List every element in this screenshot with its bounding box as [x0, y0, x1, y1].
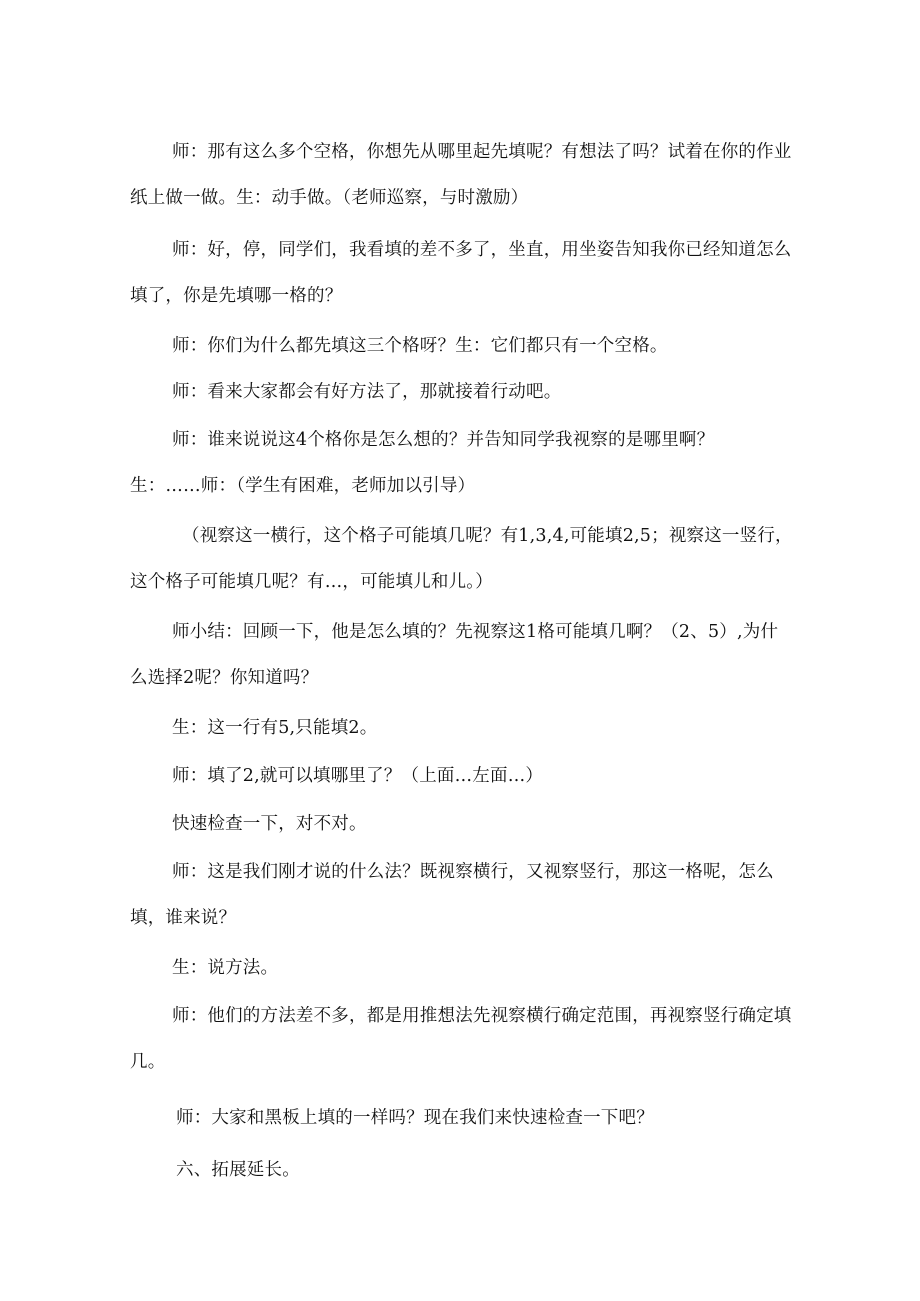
paragraph-line: 这个格子可能填几呢？有…，可能填儿和儿。）: [130, 572, 493, 592]
paragraph-line: 生：……师：（学生有困难，老师加以引导）: [130, 476, 476, 496]
paragraph-line: 师：那有这么多个空格，你想先从哪里起先填呢？有想法了吗？试着在你的作业: [172, 142, 792, 162]
paragraph-line: 师：填了2,就可以填哪里了？（上面…左面…）: [172, 766, 544, 786]
paragraph-line: （视察这一横行，这个格子可能填几呢？有1,3,4,可能填2,5；视察这一竖行，: [182, 526, 793, 546]
paragraph-line: 生：说方法。: [172, 958, 279, 978]
paragraph-line: 生：这一行有5,只能填2。: [172, 718, 378, 738]
paragraph-line: 师：你们为什么都先填这三个格呀？生：它们都只有一个空格。: [172, 336, 668, 356]
paragraph-line: 师：看来大家都会有好方法了，那就接着行动吧。: [172, 382, 562, 402]
paragraph-line: 师：谁来说说这4个格你是怎么想的？并告知同学我视察的是哪里啊？: [172, 430, 715, 450]
paragraph-line: 师小结：回顾一下，他是怎么填的？先视察这1格可能填几啊？（2、5）,为什: [172, 622, 779, 642]
paragraph-line: 师：这是我们刚才说的什么法？既视察横行，又视察竖行，那这一格呢，怎么: [172, 862, 774, 882]
paragraph-line: 快速检查一下，对不对。: [172, 814, 367, 834]
paragraph-line: 师：好，停，同学们，我看填的差不多了，坐直，用坐姿告知我你已经知道怎么: [172, 240, 792, 260]
paragraph-line: 填了，你是先填哪一格的？: [130, 286, 343, 306]
section-heading: 六、拓展延长。: [176, 1160, 300, 1180]
paragraph-line: 师：大家和黑板上填的一样吗？现在我们来快速检查一下吧？: [176, 1108, 654, 1128]
paragraph-line: 师：他们的方法差不多，都是用推想法先视察横行确定范围，再视察竖行确定填: [172, 1006, 792, 1026]
paragraph-line: 几。: [130, 1052, 166, 1072]
paragraph-line: 么选择2呢？你知道吗？: [130, 668, 319, 688]
paragraph-line: 纸上做一做。生：动手做。（老师巡察，与时激励）: [130, 188, 529, 208]
paragraph-line: 填，谁来说？: [130, 908, 237, 928]
